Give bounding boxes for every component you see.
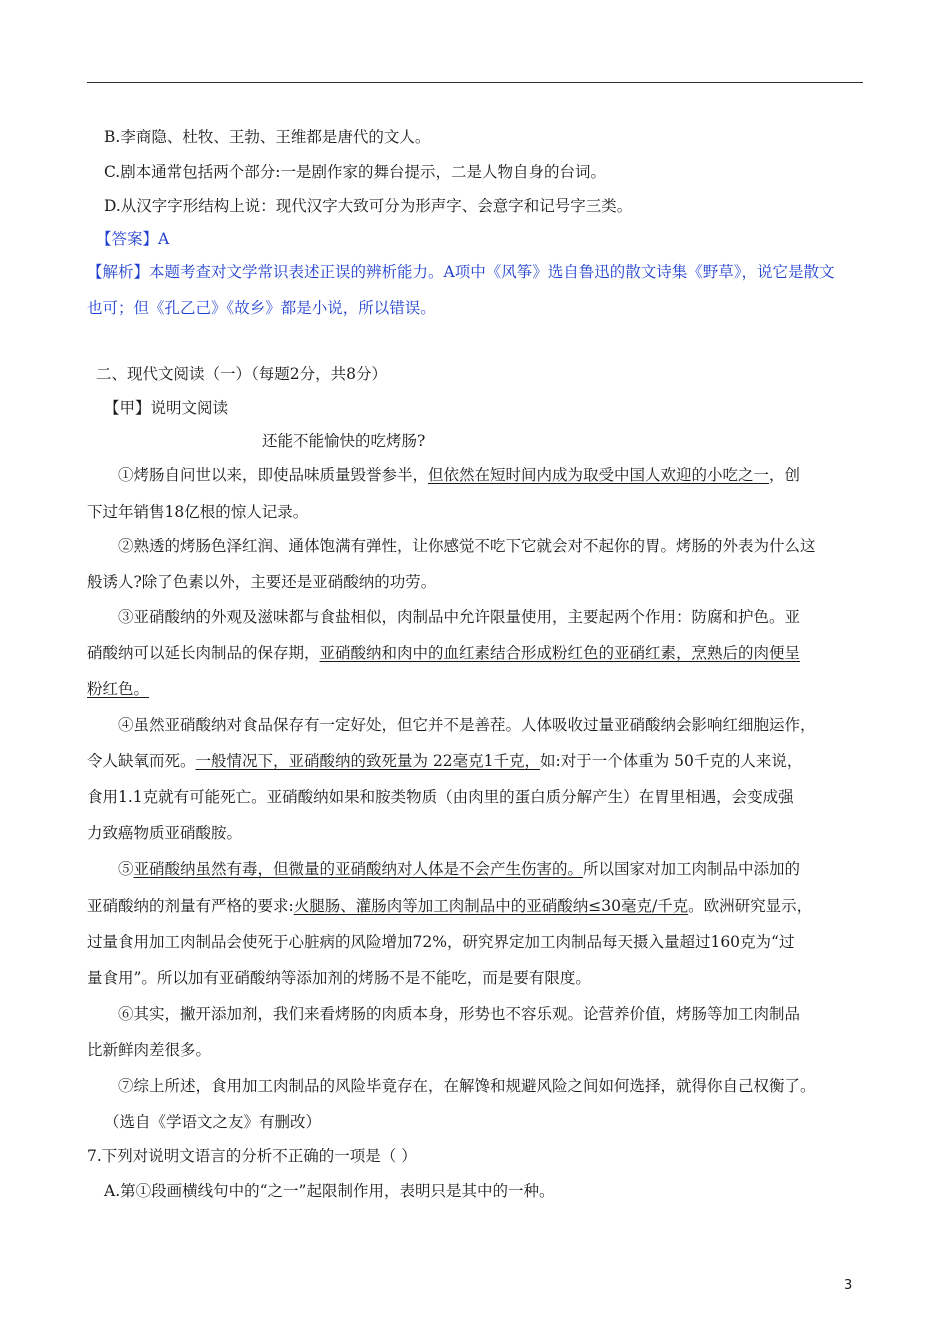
paragraph-5-line-1: ⑤亚硝酸纳虽然有毒，但微量的亚硝酸纳对人体是不会产生伤害的。所以国家对加工肉制品中添加的 xyxy=(118,860,801,878)
paragraph-2-line-1: ②熟透的烤肠色泽红润、通体饱满有弹性，让你感觉不吃下它就会对不起你的胃。烤肠的外表为什么这 xyxy=(118,537,816,555)
paragraph-1-line-1: ①烤肠自问世以来，即使品味质量毁誉参半，但依然在短时间内成为取受中国人欢迎的小吃之一，创 xyxy=(118,466,801,484)
question-7-option-a: A.第①段画横线句中的“之一”起限制作用，表明只是其中的一种。 xyxy=(104,1182,555,1200)
paragraph-3-line-3 xyxy=(87,679,149,699)
paragraph-4-line-1: ④虽然亚硝酸纳对食品保存有一定好处，但它并不是善茬。人体吸收过量亚硝酸纳会影响红细胞运作， xyxy=(118,716,816,734)
underlined-sentence: 粉红色。 xyxy=(87,680,150,698)
paragraph-4-line-3: 食用1.1克就有可能死亡。亚硝酸纳如果和胺类物质（由肉里的蛋白质分解产生）在胃里相遇，会变成强 xyxy=(87,788,794,806)
underlined-sentence: 火腿肠、灌肠肉等加工肉制品中的亚硝酸纳≤30毫克/千克 xyxy=(293,897,689,915)
paragraph-4-line-4: 力致癌物质亚硝酸胺。 xyxy=(87,824,243,842)
paragraph-6-line-1: ⑥其实，撇开添加剂，我们来看烤肠的肉质本身，形势也不容乐观。论营养价值，烤肠等加工肉制品 xyxy=(118,1005,801,1023)
question-7-stem: 7.下列对说明文语言的分析不正确的一项是（ ） xyxy=(87,1147,417,1165)
paragraph-3-line-2: 硝酸纳可以延长肉制品的保存期，亚硝酸纳和肉中的血红素结合形成粉红色的亚硝红素，烹熟后的肉便呈 xyxy=(87,644,801,662)
option-d: D.从汉字字形结构上说：现代汉字大致可分为形声字、会意字和记号字三类。 xyxy=(104,197,633,215)
section-heading: 二、现代文阅读（一）（每题2分，共8分） xyxy=(96,365,387,383)
underlined-sentence: 但依然在短时间内成为取受中国人欢迎的小吃之一 xyxy=(428,466,770,484)
underlined-sentence: 亚硝酸纳虽然有毒，但微量的亚硝酸纳对人体是不会产生伤害的。 xyxy=(133,860,584,878)
paragraph-4-line-2: 令人缺氧而死。一般情况下，亚硝酸纳的致死量为 22毫克1千克，如:对于一个体重为 50千克的人来说， xyxy=(87,752,803,770)
underlined-sentence: 一般情况下，亚硝酸纳的致死量为 22毫克1千克， xyxy=(195,752,541,770)
answer: 【答案】A xyxy=(96,230,170,248)
header-rule xyxy=(87,82,863,83)
paragraph-3-line-1: ③亚硝酸纳的外观及滋味都与食盐相似，肉制品中允许限量使用，主要起两个作用：防腐和护色。亚 xyxy=(118,608,801,626)
paragraph-5-line-3: 过量食用加工肉制品会使死于心脏病的风险增加72%，研究界定加工肉制品每天摄入量超过160克为“过 xyxy=(87,933,795,951)
paragraph-5-line-2: 亚硝酸纳的剂量有严格的要求:火腿肠、灌肠肉等加工肉制品中的亚硝酸纳≤30毫克/千克。欧洲研究显示， xyxy=(87,897,813,915)
option-c: C.剧本通常包括两个部分:一是剧作家的舞台提示，二是人物自身的台词。 xyxy=(104,163,606,181)
analysis-line-2: 也可；但《孔乙己》《故乡》都是小说，所以错误。 xyxy=(87,299,436,317)
paragraph-1-line-2: 下过年销售18亿根的惊人记录。 xyxy=(87,503,309,521)
paragraph-7-line-1: ⑦综上所述，食用加工肉制品的风险毕竟存在，在解馋和规避风险之间如何选择，就得你自己权衡了。 xyxy=(118,1077,816,1095)
underlined-sentence: 亚硝酸纳和肉中的血红素结合形成粉红色的亚硝红素，烹熟后的肉便呈 xyxy=(319,644,801,662)
page-number: 3 xyxy=(844,1278,853,1293)
article-title: 还能不能愉快的吃烤肠? xyxy=(262,432,426,450)
paragraph-6-line-2: 比新鲜肉差很多。 xyxy=(87,1041,212,1059)
paragraph-5-line-4: 量食用”。所以加有亚硝酸纳等添加剂的烤肠不是不能吃，而是要有限度。 xyxy=(87,969,591,987)
analysis-line-1: 【解析】本题考查对文学常识表述正误的辨析能力。A项中《风筝》选自鲁迅的散文诗集《野草》，说它是散文 xyxy=(87,263,835,281)
paragraph-2-line-2: 般诱人?除了色素以外，主要还是亚硝酸纳的功劳。 xyxy=(87,573,437,591)
section-subheading: 【甲】说明文阅读 xyxy=(104,399,229,417)
option-b: B.李商隐、杜牧、王勃、王维都是唐代的文人。 xyxy=(104,128,431,146)
source-note: （选自《学语文之友》有删改） xyxy=(104,1113,322,1131)
